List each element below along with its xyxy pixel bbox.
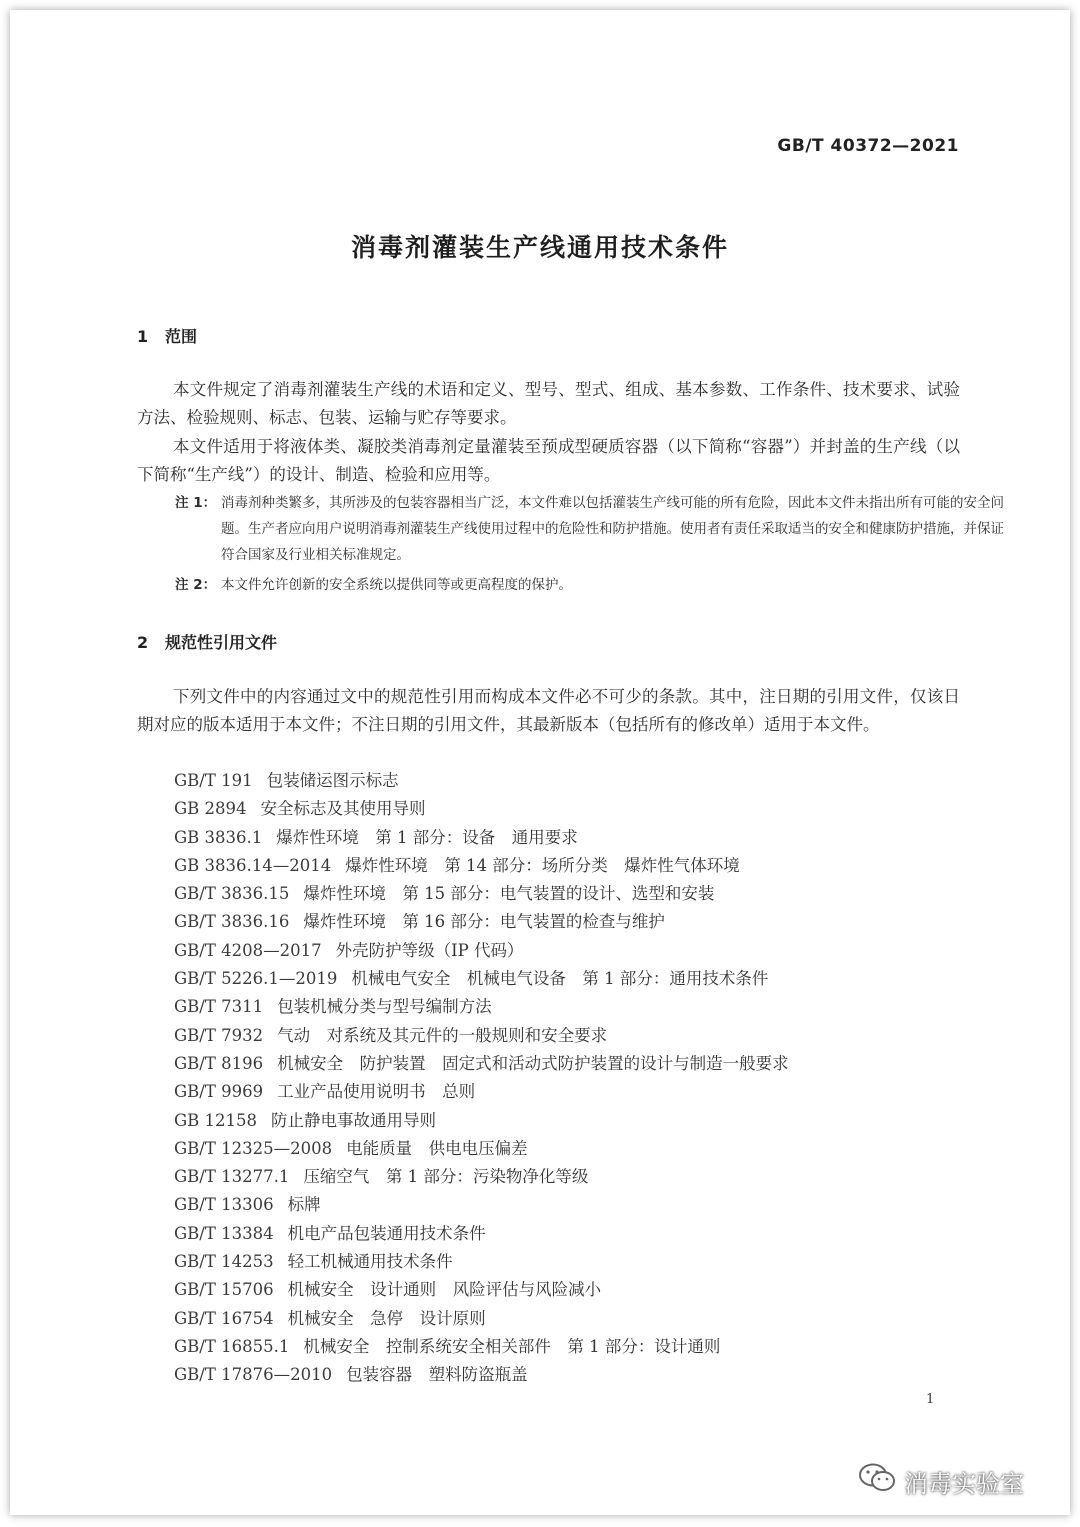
- reference-title: 包装储运图示标志: [266, 771, 399, 790]
- reference-title: 机械安全 设计通则 风险评估与风险减小: [287, 1280, 602, 1300]
- reference-code: GB/T 5226.1—2019: [174, 969, 338, 989]
- reference-code: GB/T 13306: [174, 1195, 274, 1215]
- note-1: [175, 490, 1006, 568]
- reference-code: GB/T 13277.1: [174, 1167, 290, 1187]
- section-2-paragraph: 下列文件中的内容通过文中的规范性引用而构成本文件必不可少的条款。其中，注日期的引用文件，仅该日期对应的版本适用于本文件；不注日期的引用文件，其最新版本（包括所有的修改单）适用于本文件。: [137, 687, 960, 734]
- section-title: 规范性引用文件: [165, 633, 278, 652]
- reference-title: 机械安全 防护装置 固定式和活动式防护装置的设计与制造一般要求: [277, 1053, 789, 1073]
- reference-title: 爆炸性环境 第 16 部分：电气装置的检查与维护: [303, 912, 665, 932]
- reference-code: GB/T 3836.16: [174, 912, 290, 932]
- reference-title: 电能质量 供电电压偏差: [346, 1138, 528, 1158]
- standard-code: GB/T 40372—2021: [777, 136, 959, 156]
- section-number: 1: [137, 327, 149, 346]
- watermark-text: 消毒实验室: [904, 1469, 1024, 1498]
- reference-code: GB/T 15706: [174, 1280, 274, 1300]
- reference-code: GB/T 3836.15: [174, 884, 290, 904]
- reference-title: 防止静电事故通用导则: [271, 1110, 437, 1130]
- reference-code: GB/T 14253: [174, 1252, 274, 1272]
- reference-list: [174, 767, 789, 1390]
- reference-item: [174, 1276, 789, 1304]
- reference-title: 压缩空气 第 1 部分：污染物净化等级: [303, 1167, 589, 1187]
- section-number: 2: [137, 633, 149, 652]
- reference-item: [174, 993, 789, 1021]
- reference-code: GB/T 4208—2017: [174, 940, 322, 960]
- reference-item: [174, 1333, 789, 1361]
- reference-code: GB/T 7932: [174, 1025, 264, 1045]
- reference-item: [174, 908, 789, 936]
- reference-item: [174, 1050, 789, 1078]
- reference-title: 包装容器 塑料防盗瓶盖: [346, 1365, 528, 1385]
- reference-title: 爆炸性环境 第 15 部分：电气装置的设计、选型和安装: [303, 884, 715, 904]
- reference-code: GB/T 16855.1: [174, 1336, 290, 1356]
- reference-title: 外壳防护等级（IP 代码）: [335, 940, 524, 960]
- reference-item: [174, 767, 789, 795]
- reference-title: 机械安全 控制系统安全相关部件 第 1 部分：设计通则: [303, 1336, 721, 1356]
- reference-code: GB 2894: [174, 799, 247, 819]
- reference-title: 爆炸性环境 第 14 部分：场所分类 爆炸性气体环境: [345, 855, 740, 875]
- note-text: 消毒剂种类繁多，其所涉及的包装容器相当广泛，本文件难以包括灌装生产线可能的所有危险，因此本文件未指出所有可能的安全问题。生产者应向用户说明消毒剂灌装生产线使用过程中的危险性和防护措施。使用者有责任采取适当的安全和健康防护措施，并保证符合国家及行业相关标准规定。: [221, 495, 1004, 563]
- reference-item: [174, 1305, 789, 1333]
- reference-title: 爆炸性环境 第 1 部分：设备 通用要求: [276, 827, 578, 847]
- wechat-icon: [858, 1463, 896, 1499]
- reference-code: GB 12158: [174, 1110, 258, 1130]
- section-title: 范围: [165, 327, 198, 346]
- reference-item: [174, 937, 789, 965]
- reference-item: [174, 1248, 789, 1276]
- note-2: [175, 572, 1006, 598]
- reference-item: [174, 880, 789, 908]
- document-title: 消毒剂灌装生产线通用技术条件: [350, 233, 729, 262]
- reference-title: 轻工机械通用技术条件: [287, 1252, 453, 1272]
- reference-item: [174, 824, 789, 852]
- reference-item: [174, 965, 789, 993]
- reference-item: [174, 795, 789, 823]
- reference-code: GB 3836.14—2014: [174, 855, 332, 875]
- reference-title: 机械电气安全 机械电气设备 第 1 部分：通用技术条件: [351, 969, 769, 989]
- note-tag: 注 1：: [175, 495, 217, 511]
- note-tag: 注 2：: [175, 577, 217, 593]
- reference-title: 机电产品包装通用技术条件: [287, 1223, 486, 1243]
- reference-code: GB/T 13384: [174, 1223, 274, 1243]
- reference-item: [174, 1163, 789, 1191]
- reference-item: [174, 1220, 789, 1248]
- page-number: 1: [926, 1392, 935, 1407]
- reference-code: GB/T 12325—2008: [174, 1138, 333, 1158]
- reference-title: 包装机械分类与型号编制方法: [277, 997, 492, 1017]
- reference-title: 工业产品使用说明书 总则: [277, 1082, 476, 1102]
- section-1-paragraph-2: 本文件适用于将液体类、凝胶类消毒剂定量灌装至预成型硬质容器（以下简称“容器”）并封盖的生产线（以下简称“生产线”）的设计、制造、检验和应用等。: [137, 437, 960, 484]
- reference-code: GB/T 17876—2010: [174, 1365, 333, 1385]
- reference-code: GB/T 7311: [174, 997, 264, 1017]
- reference-title: 气动 对系统及其元件的一般规则和安全要求: [277, 1025, 608, 1045]
- reference-item: [174, 1191, 789, 1219]
- reference-title: 安全标志及其使用导则: [260, 799, 426, 819]
- reference-code: GB/T 191: [174, 771, 253, 790]
- reference-item: [174, 852, 789, 880]
- reference-code: GB/T 9969: [174, 1082, 264, 1102]
- reference-title: 机械安全 急停 设计原则: [287, 1308, 486, 1328]
- reference-item: [174, 1022, 789, 1050]
- section-2-heading: [137, 630, 277, 653]
- section-1-heading: [137, 324, 197, 347]
- reference-item: [174, 1078, 789, 1106]
- reference-code: GB/T 8196: [174, 1053, 264, 1073]
- reference-title: 标牌: [287, 1195, 321, 1215]
- reference-code: GB/T 16754: [174, 1308, 274, 1328]
- reference-item: [174, 1361, 789, 1389]
- note-text: 本文件允许创新的安全系统以提供同等或更高程度的保护。: [221, 577, 572, 593]
- reference-code: GB 3836.1: [174, 827, 263, 847]
- reference-item: [174, 1135, 789, 1163]
- reference-item: [174, 1107, 789, 1135]
- watermark: [858, 1463, 1024, 1499]
- section-1-paragraph-1: 本文件规定了消毒剂灌装生产线的术语和定义、型号、型式、组成、基本参数、工作条件、技术要求、试验方法、检验规则、标志、包装、运输与贮存等要求。: [137, 380, 960, 427]
